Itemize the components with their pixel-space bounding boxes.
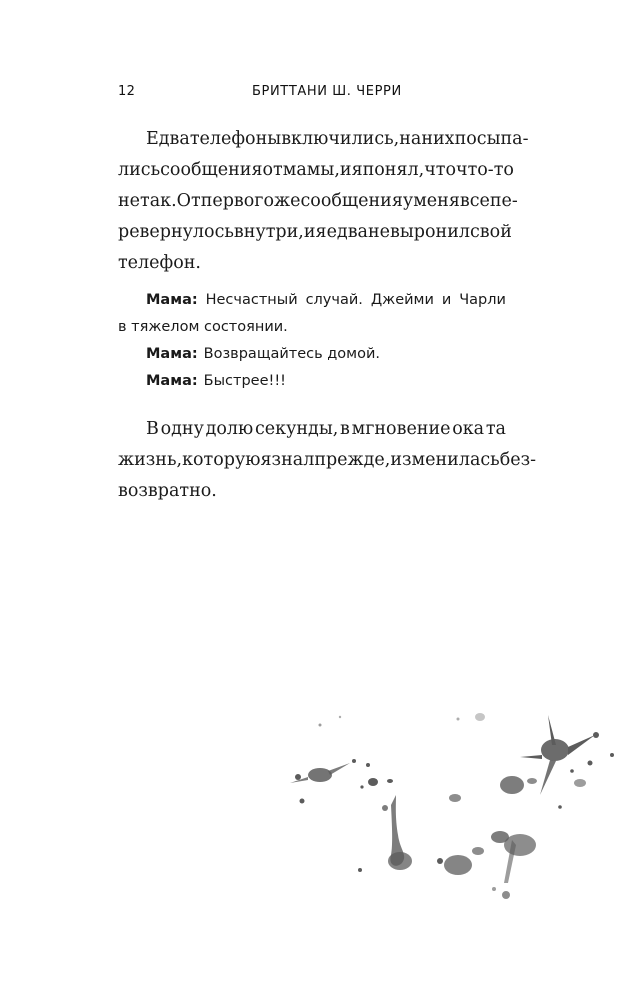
word: лись <box>118 160 161 180</box>
word: без- <box>499 450 537 470</box>
message-word: Возвращайтесь домой. <box>203 346 381 362</box>
word: включились, <box>281 129 400 149</box>
word: что <box>424 160 456 180</box>
word: мгновение <box>351 419 451 439</box>
word: сообщения <box>300 191 403 211</box>
word: знал <box>271 450 315 470</box>
text-line <box>118 217 512 248</box>
word: и <box>339 160 352 180</box>
text-line <box>118 155 514 186</box>
word: жизнь, <box>118 450 183 470</box>
word: я <box>260 450 272 470</box>
word: я <box>351 160 363 180</box>
word: так. <box>140 191 177 211</box>
message-word: Несчастный <box>205 292 298 308</box>
word: та <box>485 419 506 439</box>
word: первого <box>200 191 275 211</box>
word: внутри, <box>233 222 304 242</box>
word: одну <box>160 419 204 439</box>
word: выронил <box>390 222 470 242</box>
ink-splatter-icon <box>250 705 619 930</box>
word: пе- <box>489 191 518 211</box>
message-speaker: Мама: <box>146 346 198 362</box>
word: на <box>399 129 422 149</box>
word: у <box>402 191 414 211</box>
word: ревернулось <box>118 222 234 242</box>
message-word: Быстрее!!! <box>203 373 286 389</box>
word: ока <box>452 419 485 439</box>
paragraph-1 <box>118 124 529 279</box>
word: изменилась <box>390 450 500 470</box>
word: не <box>118 191 141 211</box>
word: телефон. <box>118 253 201 273</box>
word: в <box>340 419 350 439</box>
word: них <box>421 129 455 149</box>
word: свой <box>470 222 512 242</box>
word: долю <box>205 419 254 439</box>
word: сообщения <box>160 160 263 180</box>
text-line <box>118 124 529 155</box>
running-title: БРИТТАНИ Ш. ЧЕРРИ <box>252 84 402 99</box>
word: понял, <box>362 160 425 180</box>
text-line <box>118 186 518 217</box>
text-line <box>118 476 506 507</box>
word: От <box>176 191 201 211</box>
word: что-то <box>456 160 514 180</box>
word: и <box>303 222 316 242</box>
message-line <box>118 368 506 395</box>
word: телефоны <box>189 129 282 149</box>
message-line <box>118 341 506 368</box>
word: меня <box>413 191 460 211</box>
text-line <box>118 414 506 445</box>
page-number: 12 <box>118 84 136 99</box>
word: едва <box>326 222 368 242</box>
message-line <box>118 314 506 341</box>
text-line <box>118 248 506 279</box>
text-line <box>118 445 537 476</box>
word: не <box>368 222 391 242</box>
word: от <box>262 160 283 180</box>
message-speaker: Мама: <box>146 373 198 389</box>
word: Едва <box>146 129 190 149</box>
message-speaker: Мама: <box>146 292 198 308</box>
word: прежде, <box>314 450 391 470</box>
word: мамы, <box>282 160 340 180</box>
message-word: и <box>441 292 452 308</box>
word: секунды, <box>254 419 339 439</box>
word: В <box>146 419 159 439</box>
word: же <box>274 191 301 211</box>
message-line <box>118 287 506 314</box>
message-word: Чарли <box>459 292 506 308</box>
message-block <box>118 287 506 395</box>
word: возвратно. <box>118 481 217 501</box>
message-word: в тяжелом состоянии. <box>118 319 288 335</box>
word: которую <box>182 450 261 470</box>
word: посыпа- <box>454 129 529 149</box>
message-word: случай. <box>305 292 363 308</box>
word: все <box>459 191 490 211</box>
message-word: Джейми <box>370 292 434 308</box>
paragraph-2 <box>118 414 537 507</box>
word: я <box>315 222 327 242</box>
